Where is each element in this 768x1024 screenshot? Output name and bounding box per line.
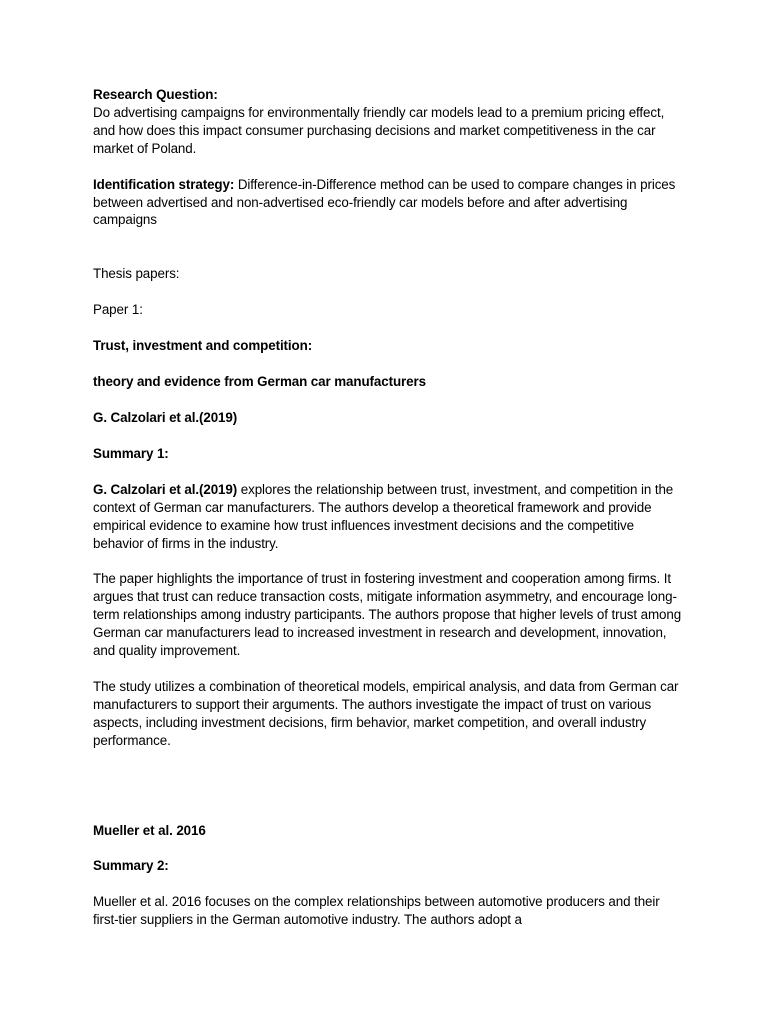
research-question-block [93, 86, 683, 158]
summary-1-label: Summary 1: [93, 445, 169, 461]
document-page [93, 86, 683, 929]
paper-1-title-line-2: theory and evidence from German car manufacturers [93, 374, 426, 390]
research-question-heading: Research Question: [93, 87, 218, 102]
paper-1-title-line-1: Trust, investment and competition: [93, 338, 313, 354]
summary-1-paragraph-2: The paper highlights the importance of trust in fostering investment and cooperation among firms. It argues that trust can reduce transaction costs, mitigate information asymmetry, and encourage long-term relationships among industry participants. The authors propose that higher levels of trust among German car manufacturers lead to increased investment in research and development, innovation, and quality improvement. [93, 571, 682, 659]
summary-1-paragraph-1 [93, 481, 683, 553]
summary-1-citation: G. Calzolari et al.(2019) [93, 481, 238, 497]
paper-2-authors: Mueller et al. 2016 [93, 822, 206, 838]
thesis-papers-label: Thesis papers: [93, 266, 180, 282]
summary-2-paragraph-1: Mueller et al. 2016 focuses on the complex relationships between automotive producers and their first-tier suppliers in the German automotive industry. The authors adopt a [93, 894, 660, 928]
summary-1-paragraph-1-text: explores the relationship between trust, investment, and competition in the context of German car manufacturers. The authors develop a theoretical framework and provide empirical evidence to examine how trust influences investment decisions and the competitive behavior of firms in the industry. [93, 481, 674, 551]
identification-strategy-block [93, 176, 683, 230]
research-question-text: Do advertising campaigns for environmentally friendly car models lead to a premium pricing effect, and how does this impact consumer purchasing decisions and market competitiveness in the car market of Poland. [93, 104, 665, 156]
paper-1-authors: G. Calzolari et al.(2019) [93, 409, 238, 425]
identification-strategy-label: Identification strategy: [93, 176, 235, 192]
identification-strategy-text: Difference-in-Difference method can be used to compare changes in prices between advertised and non-advertised eco-friendly car models before and after advertising campaigns [93, 176, 676, 228]
summary-2-label: Summary 2: [93, 858, 169, 874]
summary-1-paragraph-3: The study utilizes a combination of theoretical models, empirical analysis, and data from German car manufacturers to support their arguments. The authors investigate the impact of trust on various aspects, including investment decisions, firm behavior, market competition, and overall industry performance. [93, 678, 679, 748]
paper-1-label: Paper 1: [93, 302, 143, 318]
